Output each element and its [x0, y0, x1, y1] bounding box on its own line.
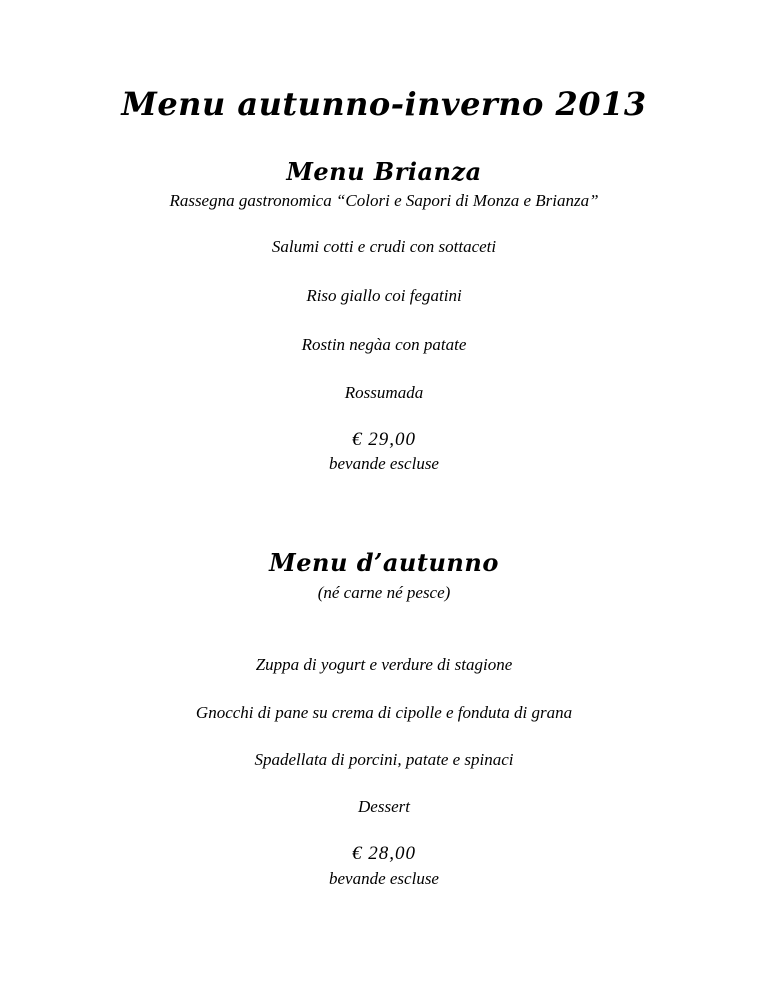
menu-brianza-subtitle: Rassegna gastronomica “Colori e Sapori di Monza e Brianza” — [169, 191, 599, 210]
menu-autunno-item-1: Zuppa di yogurt e verdure di stagione — [255, 655, 513, 674]
menu-brianza-note: bevande escluse — [329, 454, 439, 473]
menu-autunno-item-2: Gnocchi di pane su crema di cipolle e fonduta di grana — [195, 703, 573, 722]
menu-brianza-item-4: Rossumada — [344, 383, 424, 402]
menu-autunno-item-3: Spadellata di porcini, patate e spinaci — [254, 750, 514, 769]
menu-brianza-title: Menu Brianza — [286, 157, 482, 186]
page-title: Menu autunno-inverno 2013 — [121, 85, 647, 123]
menu-autunno-item-4: Dessert — [358, 797, 410, 816]
menu-autunno-note: bevande escluse — [329, 869, 439, 888]
menu-brianza-item-3: Rostin negàa con patate — [301, 335, 467, 354]
menu-brianza-item-2: Riso giallo coi fegatini — [306, 286, 462, 305]
menu-autunno-price: € 28,00 — [352, 843, 416, 864]
menu-brianza-price: € 29,00 — [352, 429, 416, 450]
menu-autunno-subtitle: (né carne né pesce) — [317, 583, 451, 602]
menu-autunno-title: Menu d’autunno — [269, 548, 499, 577]
menu-brianza-item-1: Salumi cotti e crudi con sottaceti — [271, 237, 497, 256]
